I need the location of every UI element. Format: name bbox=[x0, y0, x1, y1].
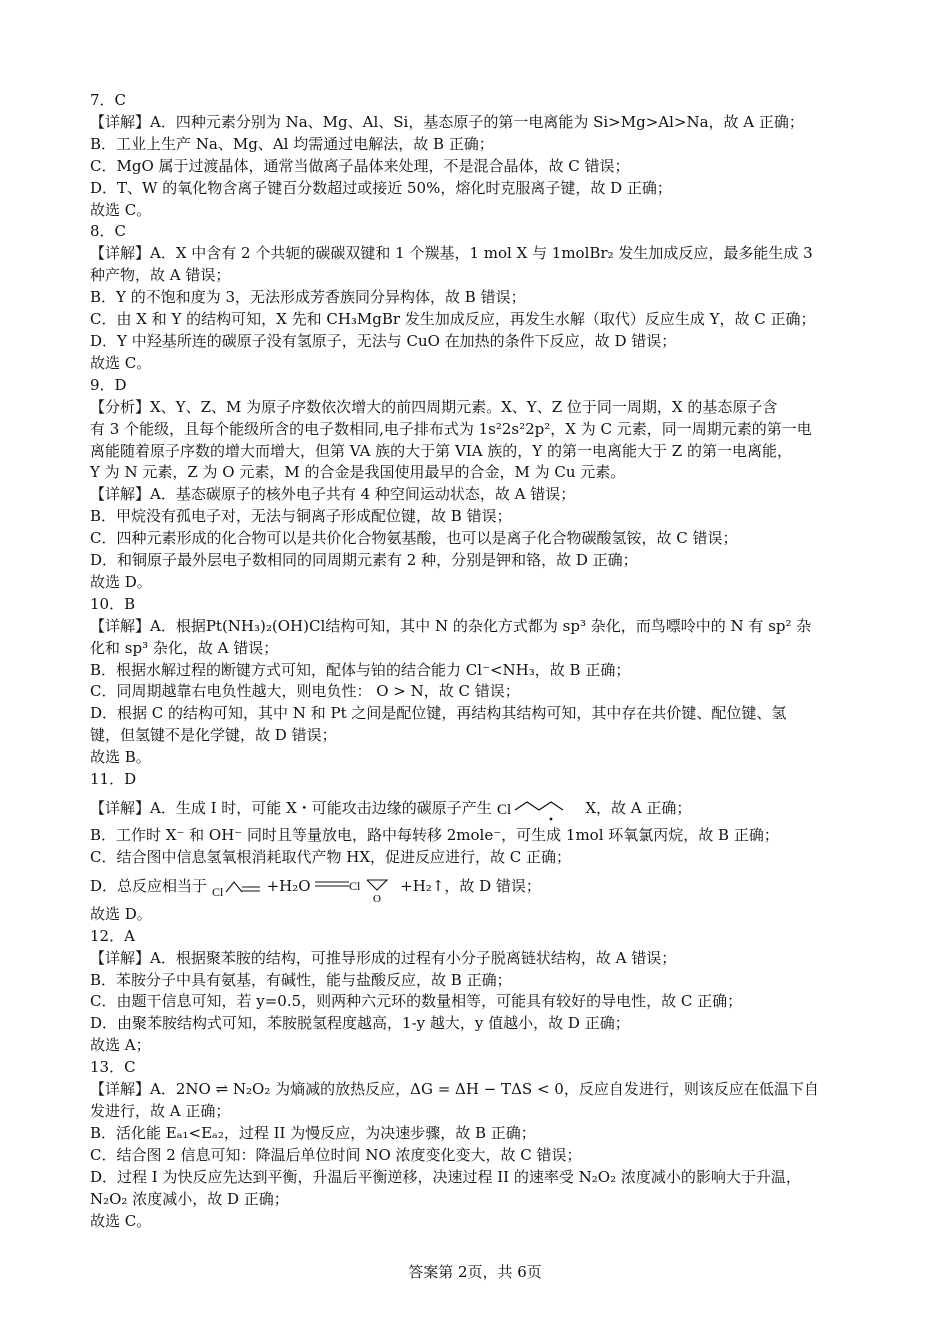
radical-dot bbox=[549, 818, 552, 821]
chloroalkyl-radical-structure bbox=[497, 794, 581, 824]
answer-line: B．根据水解过程的断键方式可知，配体与铂的结合能力 Cl⁻<NH₃，故 B 正确； bbox=[90, 660, 631, 679]
answer-line: 发进行，故 A 正确； bbox=[90, 1101, 231, 1120]
answer-line: C．结合图 2 信息可知：降温后单位时间 NO 浓度变化变大，故 C 错误； bbox=[90, 1145, 582, 1164]
question-head: 8．C bbox=[90, 222, 127, 241]
epoxide-oxygen-label: O bbox=[373, 892, 382, 904]
answer-line: 故选 C。 bbox=[90, 200, 152, 219]
allyl-chain bbox=[226, 882, 242, 892]
answer-line: N₂O₂ 浓度减小，故 D 正确； bbox=[90, 1189, 289, 1208]
question-head: 13．C bbox=[90, 1058, 136, 1077]
answer-line: 故选 C。 bbox=[90, 1211, 152, 1230]
answer-line: B．工作时 X⁻ 和 OH⁻ 同时且等量放电，路中每转移 2mole⁻，可生成 1mol 环氧氯丙烷，故 B 正确； bbox=[90, 826, 779, 844]
answer-line: C．结合图中信息氢氧根消耗取代产物 HX，促进反应进行，故 C 正确； bbox=[90, 847, 572, 866]
question-8 bbox=[90, 221, 862, 374]
question-head: 10．B bbox=[90, 594, 136, 613]
analysis-line: 【分析】X、Y、Z、M 为原子序数依次增大的前四周期元素。X、Y、Z 位于同一周期，X 的基态原子含 bbox=[90, 397, 778, 416]
question-12 bbox=[90, 926, 862, 1057]
answer-line: 种产物，故 A 错误； bbox=[90, 266, 231, 285]
answer-line: D．根据 C 的结构可知，其中 N 和 Pt 之间是配位键，再结构其结构可知，其中存在共价键、配位键、氢 bbox=[90, 704, 787, 723]
answer-line: 【详解】A．基态碳原子的核外电子共有 4 种空间运动状态，故 A 错误； bbox=[90, 485, 576, 504]
answer-line: C．四种元素形成的化合物可以是共价化合物氨基酸，也可以是离子化合物碳酸氢铵，故 C 错误； bbox=[90, 529, 738, 548]
analysis-line: Y 为 N 元素，Z 为 O 元素，M 的合金是我国使用最早的合金，M 为 Cu 元素。 bbox=[90, 463, 626, 482]
answer-line: 故选 C。 bbox=[90, 353, 152, 372]
answer-line: 【详解】A．根据Pt(NH₃)₂(OH)Cl结构可知，其中 N 的杂化方式都为 sp³ 杂化，而鸟嘌呤中的 N 有 sp² 杂 bbox=[90, 616, 812, 635]
carbon-chain bbox=[515, 802, 563, 810]
answer-line: C．由题干信息可知，若 y=0.5，则两种六元环的数量相等，可能具有较好的导电性，故 C 正确； bbox=[90, 992, 743, 1011]
answer-line: 故选 A； bbox=[90, 1036, 151, 1055]
answer-line: B．甲烷没有孤电子对，无法与铜离子形成配位键，故 B 错误； bbox=[90, 507, 512, 526]
answer-line-a: 【详解】A．生成 I 时，可能 X・可能攻击边缘的碳原子产生 Cl X，故 A 正确； bbox=[90, 791, 862, 825]
analysis-line: 有 3 个能级，且每个能级所含的电子数相同,电子排布式为 1s²2s²2p²，X 为 C 元素，同一周期元素的第一电 bbox=[90, 419, 812, 438]
page-footer: 答案第 2页，共 6页 bbox=[408, 1263, 542, 1281]
answer-line: 【详解】A．X 中含有 2 个共轭的碳碳双键和 1 个羰基，1 mol X 与 1molBr₂ 发生加成反应，最多能生成 3 bbox=[90, 244, 813, 263]
answer-line: 故选 D。 bbox=[90, 904, 152, 923]
structure-cl-label: Cl bbox=[211, 884, 224, 899]
answer-line: D．Y 中羟基所连的碳原子没有氢原子，无法与 CuO 在加热的条件下反应，故 D 错误； bbox=[90, 331, 677, 350]
answer-line: 故选 D。 bbox=[90, 572, 152, 591]
answer-line: B．工业上生产 Na、Mg、Al 均需通过电解法，故 B 正确； bbox=[90, 134, 494, 153]
answer-line: 化和 sp³ 杂化，故 A 错误； bbox=[90, 638, 279, 657]
answer-line: 【详解】A．根据聚苯胺的结构，可推导形成的过程有小分子脱离链状结构，故 A 错误； bbox=[90, 948, 677, 967]
answer-line: B．Y 的不饱和度为 3，无法形成芳香族同分异构体，故 B 错误； bbox=[90, 288, 526, 307]
answer-line: C．同周期越靠右电负性越大，则电负性： O > N，故 C 错误； bbox=[90, 682, 520, 701]
question-head: 7．C bbox=[90, 91, 127, 109]
question-10 bbox=[90, 594, 862, 769]
allyl-chloride-structure bbox=[212, 872, 262, 902]
answer-line: C．MgO 属于过渡晶体，通常当做离子晶体来处理，不是混合晶体，故 C 错误； bbox=[90, 156, 630, 175]
question-head: 12．A bbox=[90, 926, 135, 945]
question-9 bbox=[90, 375, 862, 594]
structure-cl-label: Cl bbox=[349, 878, 361, 893]
structure-cl-label: Cl bbox=[496, 802, 511, 818]
answer-line: 键，但氢键不是化学键，故 D 错误； bbox=[90, 726, 337, 745]
question-7 bbox=[90, 90, 862, 221]
question-head: 11．D bbox=[90, 770, 137, 789]
answer-line: D．和铜原子最外层电子数相同的同周期元素有 2 种，分别是钾和铬，故 D 正确； bbox=[90, 551, 638, 570]
analysis-line: 离能随着原子序数的增大而增大，但第 VA 族的大于第 VIA 族的，Y 的第一电离能大于 Z 的第一电离能， bbox=[90, 441, 792, 460]
answer-line: B．活化能 Eₐ₁<Eₐ₂，过程 II 为慢反应，为决速步骤，故 B 正确； bbox=[90, 1123, 536, 1142]
epichlorohydrin-structure bbox=[315, 870, 395, 904]
question-11 bbox=[90, 769, 862, 926]
question-head: 9．D bbox=[90, 375, 127, 394]
answer-line: D．T、W 的氧化物含离子键百分数超过或接近 50%，熔化时克服离子键，故 D 正确； bbox=[90, 178, 672, 197]
answer-line: B．苯胺分子中具有氨基，有碱性，能与盐酸反应，故 B 正确； bbox=[90, 970, 512, 989]
answer-line: C．由 X 和 Y 的结构可知，X 先和 CH₃MgBr 发生加成反应，再发生水解（取代）反应生成 Y，故 C 正确； bbox=[90, 310, 816, 329]
answer-line: 【详解】A．2NO ⇌ N₂O₂ 为熵减的放热反应，ΔG = ΔH − TΔS < 0，反应自发进行，则该反应在低温下自 bbox=[90, 1080, 819, 1099]
question-13 bbox=[90, 1057, 862, 1232]
answer-line: D．过程 I 为快反应先达到平衡，升温后平衡逆移，决速过程 II 的速率受 N₂O₂ 浓度减小的影响大于升温， bbox=[90, 1167, 801, 1186]
epoxide-ring bbox=[367, 880, 387, 890]
answer-line: 故选 B。 bbox=[90, 748, 151, 767]
answer-content bbox=[90, 90, 862, 1232]
answer-line: D．由聚苯胺结构式可知，苯胺脱氢程度越高，1-y 越大，y 值越小，故 D 正确； bbox=[90, 1014, 630, 1033]
answer-line-d: D．总反应相当于 Cl +H₂O Cl O +H₂↑，故 D 错误； bbox=[90, 869, 862, 904]
answer-line: 【详解】A．四种元素分别为 Na、Mg、Al、Si，基态原子的第一电离能为 Si>Mg>Al>Na，故 A 正确； bbox=[90, 112, 804, 131]
